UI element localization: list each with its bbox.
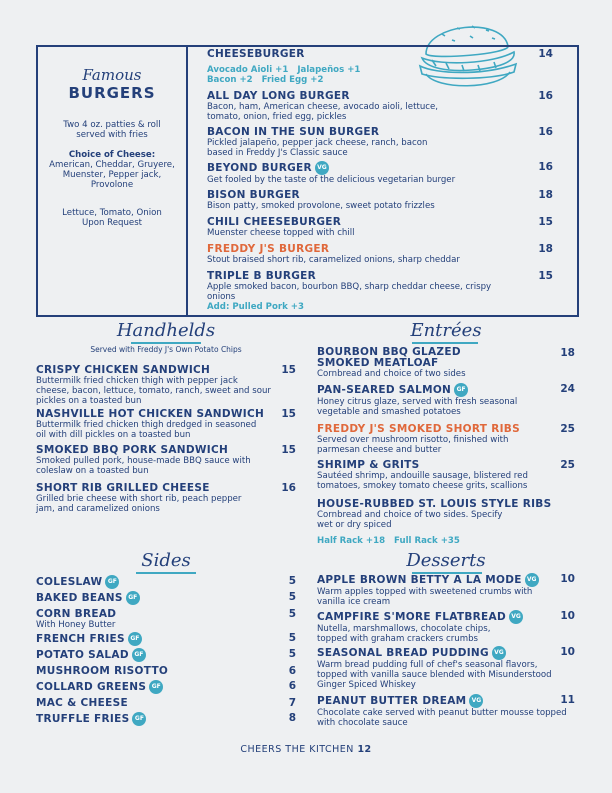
list-item [36, 697, 296, 709]
item-desc: Smoked pulled pork, house-made BBQ sauce with coleslaw on a toasted bun [36, 456, 251, 476]
addon: Add: Pulled Pork +3 [207, 302, 304, 312]
menu-item [317, 459, 575, 491]
item-desc: Muenster cheese topped with chill [207, 228, 355, 238]
section-underline [412, 342, 478, 344]
item-price: 16 [538, 161, 553, 173]
item-desc: Get fooled by the taste of the delicious vegetarian burger [207, 175, 456, 185]
item-desc: Bison patty, smoked provolone, sweet potato frizzles [207, 201, 435, 211]
item-price: 6 [288, 665, 296, 677]
item-desc: Sautéed shrimp, andouille sausage, blistered red tomatoes, smokey tomato cheese grits, scallions [317, 471, 528, 491]
list-item [36, 591, 296, 605]
item-desc: Stout braised short rib, caramelized onions, sharp cheddar [207, 255, 460, 265]
toppings-note: Lettuce, Tomato, Onion Upon Request [62, 208, 162, 228]
item-name: BACON IN THE SUN BURGER [207, 126, 380, 138]
item-desc: Grilled brie cheese with short rib, peach pepper jam, and caramelized onions [36, 494, 242, 514]
item-name: NASHVILLE HOT CHICKEN SANDWICH [36, 408, 265, 420]
gluten-free-badge: GF [454, 383, 468, 397]
menu-item [317, 646, 575, 690]
burgers-divider [186, 45, 188, 315]
vegan-badge: VG [509, 610, 523, 624]
item-price: 16 [538, 90, 553, 102]
item-price: 15 [281, 364, 296, 376]
vegan-badge: VG [469, 694, 483, 708]
addon: Jalapeños +1 [297, 65, 361, 75]
item-price: 11 [560, 694, 575, 706]
addon: Avocado Aioli +1 [207, 65, 289, 75]
list-item [36, 665, 296, 677]
item-price: 8 [288, 712, 296, 724]
list-item [36, 608, 296, 630]
handhelds-subtitle: Served with Freddy J's Own Potato Chips [90, 345, 242, 354]
item-desc: Pickled jalapeño, pepper jack cheese, ranch, bacon based in Freddy J's Classic sauce [207, 138, 428, 158]
item-price: 10 [560, 610, 575, 622]
item-price: 5 [288, 632, 296, 644]
item-price: 15 [281, 408, 296, 420]
footer [0, 744, 612, 755]
menu-item [207, 189, 553, 211]
item-name: TRIPLE B BURGER [207, 270, 317, 282]
item-name: CRISPY CHICKEN SANDWICH [36, 364, 211, 376]
item-desc: Served over mushroom risotto, finished with parmesan cheese and butter [317, 435, 509, 455]
section-title-desserts: Desserts [406, 550, 486, 571]
menu-item [317, 423, 575, 455]
item-desc: Buttermilk fried chicken thigh dredged in seasoned oil with dill pickles on a toasted bun [36, 420, 257, 440]
vegan-badge: VG [315, 161, 329, 175]
item-price: 10 [560, 573, 575, 585]
list-item [36, 680, 296, 694]
footer-text: CHEERS THE KITCHEN [240, 744, 354, 755]
item-name: CHEESEBURGER [207, 48, 305, 60]
menu-item [317, 383, 575, 417]
cheese-label: Choice of Cheese: [68, 150, 156, 160]
item-desc: With Honey Butter [36, 620, 116, 630]
item-price: 5 [288, 608, 296, 620]
item-name: APPLE BROWN BETTY A LA MODE [317, 574, 522, 586]
burgers-title: BURGERS [68, 84, 156, 102]
gluten-free-badge: GF [126, 591, 140, 605]
section-underline [136, 572, 196, 574]
addon: Bacon +2 [207, 75, 253, 85]
item-name: CORN BREAD [36, 608, 117, 620]
item-desc: Cornbread and choice of two sides [317, 369, 466, 379]
item-name: CHILI CHEESEBURGER [207, 216, 342, 228]
menu-item [207, 243, 553, 265]
menu-item [36, 482, 296, 514]
item-desc: Chocolate cake served with peanut butter mousse topped with chocolate sauce [317, 708, 567, 728]
item-name: ALL DAY LONG BURGER [207, 90, 350, 102]
section-underline [131, 342, 201, 344]
gluten-free-badge: GF [149, 680, 163, 694]
item-name: CAMPFIRE S'MORE FLATBREAD [317, 611, 506, 623]
menu-item [207, 48, 553, 85]
menu-item [317, 610, 575, 644]
section-title-handhelds: Handhelds [116, 320, 216, 341]
gluten-free-badge: GF [132, 712, 146, 726]
item-name: HOUSE-RUBBED ST. LOUIS STYLE RIBS [317, 498, 552, 510]
item-price: 16 [281, 482, 296, 494]
item-name: MUSHROOM RISOTTO [36, 665, 169, 677]
list-item [36, 648, 296, 662]
menu-item [36, 444, 296, 476]
menu-item [317, 498, 575, 546]
item-price: 15 [281, 444, 296, 456]
item-name: COLLARD GREENS [36, 681, 147, 693]
item-price: 5 [288, 648, 296, 660]
section-title-entrees: Entrées [410, 320, 482, 341]
item-name: MAC & CHEESE [36, 697, 128, 709]
item-name: SMOKED BBQ PORK SANDWICH [36, 444, 229, 456]
item-name: TRUFFLE FRIES [36, 713, 130, 725]
item-desc: Buttermilk fried chicken thigh with pepper jack cheese, bacon, lettuce, tomato, ranch, sweet and sour pickles on a toasted bun [36, 376, 271, 406]
section-title-sides: Sides [141, 550, 191, 571]
item-desc: Cornbread and choice of two sides. Specify wet or dry spiced [317, 510, 503, 530]
item-name: BEYOND BURGER [207, 162, 312, 174]
addon: Fried Egg +2 [261, 75, 324, 85]
item-price: 5 [288, 575, 296, 587]
item-price: 25 [560, 423, 575, 435]
item-name: SEASONAL BREAD PUDDING [317, 647, 489, 659]
page-number: 12 [357, 744, 372, 755]
item-name: SHORT RIB GRILLED CHEESE [36, 482, 210, 494]
gluten-free-badge: GF [132, 648, 146, 662]
menu-item [207, 161, 553, 185]
item-price: 16 [538, 126, 553, 138]
item-price: 10 [560, 646, 575, 658]
cheese-list: American, Cheddar, Gruyere, Muenster, Pepper jack, Provolone [49, 160, 175, 190]
item-name: SHRIMP & GRITS [317, 459, 420, 471]
item-name: PAN-SEARED SALMON [317, 384, 452, 396]
item-price: 5 [288, 591, 296, 603]
item-name: FREDDY J'S SMOKED SHORT RIBS [317, 423, 520, 435]
item-price: 6 [288, 680, 296, 692]
addon: Full Rack +35 [394, 536, 460, 546]
vegan-badge: VG [492, 646, 506, 660]
item-price: 15 [538, 270, 553, 282]
menu-item [207, 216, 553, 238]
menu-item [317, 694, 575, 728]
menu-item [36, 408, 296, 440]
item-name: BOURBON BBQ GLAZED SMOKED MEATLOAF [317, 346, 461, 369]
item-price: 18 [538, 189, 553, 201]
item-price: 24 [560, 383, 575, 395]
item-name: FREDDY J'S BURGER [207, 243, 330, 255]
item-desc: Bacon, ham, American cheese, avocado aioli, lettuce, tomato, onion, fried egg, pickles [207, 102, 439, 122]
addon: Half Rack +18 [317, 536, 386, 546]
gluten-free-badge: GF [105, 575, 119, 589]
list-item [36, 712, 296, 726]
list-item [36, 575, 296, 589]
item-price: 7 [288, 697, 296, 709]
item-price: 18 [560, 347, 575, 359]
item-price: 14 [538, 48, 553, 60]
item-desc: Nutella, marshmallows, chocolate chips, topped with graham crackers crumbs [317, 624, 491, 644]
menu-item [207, 126, 553, 158]
menu-item [317, 347, 575, 379]
item-name: BISON BURGER [207, 189, 300, 201]
item-name: BAKED BEANS [36, 592, 123, 604]
item-price: 18 [538, 243, 553, 255]
item-desc: Honey citrus glaze, served with fresh seasonal vegetable and smashed potatoes [317, 397, 518, 417]
menu-item [317, 573, 575, 607]
item-name: PEANUT BUTTER DREAM [317, 695, 467, 707]
item-desc: Warm bread pudding full of chef's seasonal flavors, topped with vanilla sauce blended with Misunderstood Ginger Spiced Whiskey [317, 660, 552, 690]
gluten-free-badge: GF [128, 632, 142, 646]
vegan-badge: VG [525, 573, 539, 587]
item-desc: Apple smoked bacon, bourbon BBQ, sharp cheddar cheese, crispy onions [207, 282, 492, 302]
item-price: 15 [538, 216, 553, 228]
menu-item [207, 90, 553, 122]
item-name: FRENCH FRIES [36, 633, 125, 645]
burgers-intro: Two 4 oz. patties & roll served with fries [63, 120, 161, 140]
list-item [36, 632, 296, 646]
menu-item [36, 364, 296, 406]
item-name: POTATO SALAD [36, 649, 129, 661]
menu-item [207, 270, 553, 312]
item-price: 25 [560, 459, 575, 471]
item-desc: Warm apples topped with sweetened crumbs with vanilla ice cream [317, 587, 533, 607]
item-name: COLESLAW [36, 576, 103, 588]
burgers-title-script: Famous [82, 66, 142, 84]
burgers-panel [40, 66, 184, 228]
